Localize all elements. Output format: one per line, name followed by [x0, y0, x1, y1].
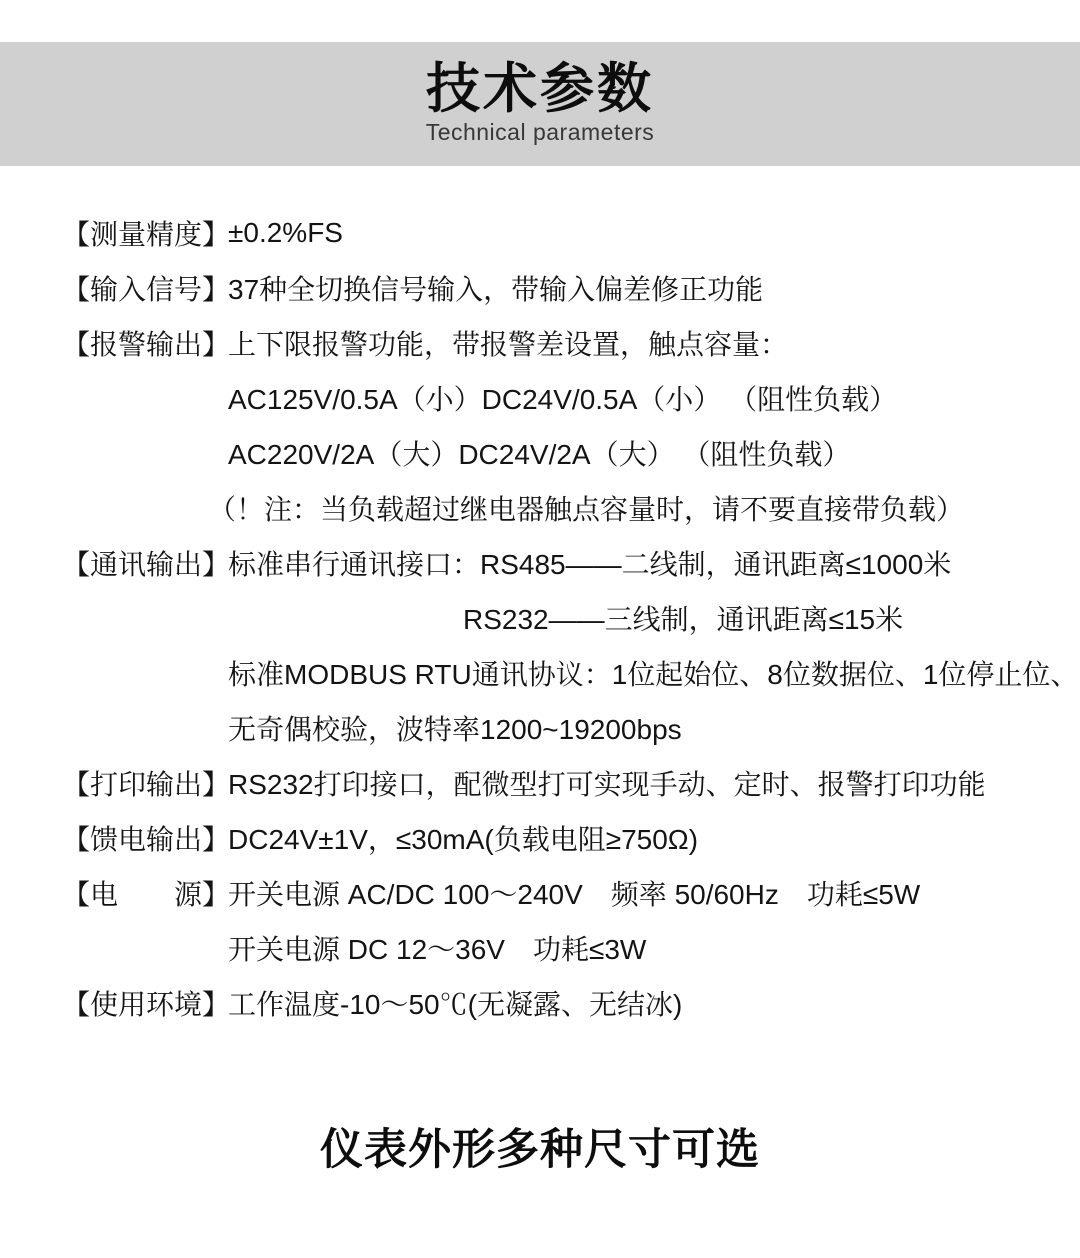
spec-label: 【电 源】 [62, 878, 231, 910]
spec-row [62, 920, 1050, 975]
spec-row [62, 700, 1050, 755]
spec-value: AC220V/2A（大）DC24V/2A（大） （阻性负载） [228, 438, 851, 470]
spec-value: 工作温度-10～50℃(无凝露、无结冰) [228, 988, 683, 1020]
spec-value: 无奇偶校验，波特率1200~19200bps [228, 713, 682, 745]
section-title: 技术参数 [426, 59, 654, 119]
spec-value: DC24V±1V，≤30mA(负载电阻≥750Ω) [228, 823, 699, 855]
spec-row [62, 370, 1050, 425]
spec-label: 【使用环境】 [62, 988, 231, 1020]
spec-label: 【测量精度】 [62, 218, 231, 250]
spec-value: AC125V/0.5A（小）DC24V/0.5A（小） （阻性负载） [228, 383, 898, 415]
spec-label: 【输入信号】 [62, 273, 231, 305]
section-subtitle: Technical parameters [425, 119, 655, 145]
spec-value: 标准串行通讯接口：RS485——二线制，通讯距离≤1000米 [228, 548, 952, 580]
spec-value: 开关电源 AC/DC 100～240V 频率 50/60Hz 功耗≤5W [228, 878, 921, 910]
spec-label: 【通讯输出】 [62, 548, 231, 580]
spec-value: 上下限报警功能，带报警差设置，触点容量： [228, 328, 789, 360]
footer-title: 仪表外形多种尺寸可选 [320, 1126, 760, 1174]
spec-row [62, 315, 1050, 370]
spec-value: RS232——三线制，通讯距离≤15米 [463, 603, 904, 635]
spec-row [62, 975, 1050, 1030]
spec-row [62, 810, 1050, 865]
spec-row [62, 535, 1050, 590]
spec-row [62, 590, 1050, 645]
spec-value: RS232打印接口，配微型打可实现手动、定时、报警打印功能 [228, 768, 986, 800]
spec-label: 【打印输出】 [62, 768, 231, 800]
spec-row [62, 260, 1050, 315]
spec-value: ±0.2%FS [228, 216, 343, 248]
spec-label: 【报警输出】 [62, 328, 231, 360]
section-header-band [0, 42, 1080, 166]
spec-row [62, 865, 1050, 920]
technical-parameters-page [0, 42, 1080, 1258]
spec-value: 标准MODBUS RTU通讯协议：1位起始位、8位数据位、1位停止位、 [228, 658, 1079, 690]
spec-label: 【馈电输出】 [62, 823, 231, 855]
spec-row [62, 755, 1050, 810]
spec-list [62, 205, 1079, 1030]
spec-value: 37种全切换信号输入，带输入偏差修正功能 [228, 273, 764, 305]
spec-row [62, 480, 1050, 535]
spec-row [62, 205, 1050, 260]
spec-row [62, 425, 1050, 480]
spec-value: 开关电源 DC 12～36V 功耗≤3W [228, 933, 647, 965]
spec-row [62, 645, 1079, 700]
spec-value: （！注：当负载超过继电器触点容量时，请不要直接带负载） [208, 493, 965, 525]
